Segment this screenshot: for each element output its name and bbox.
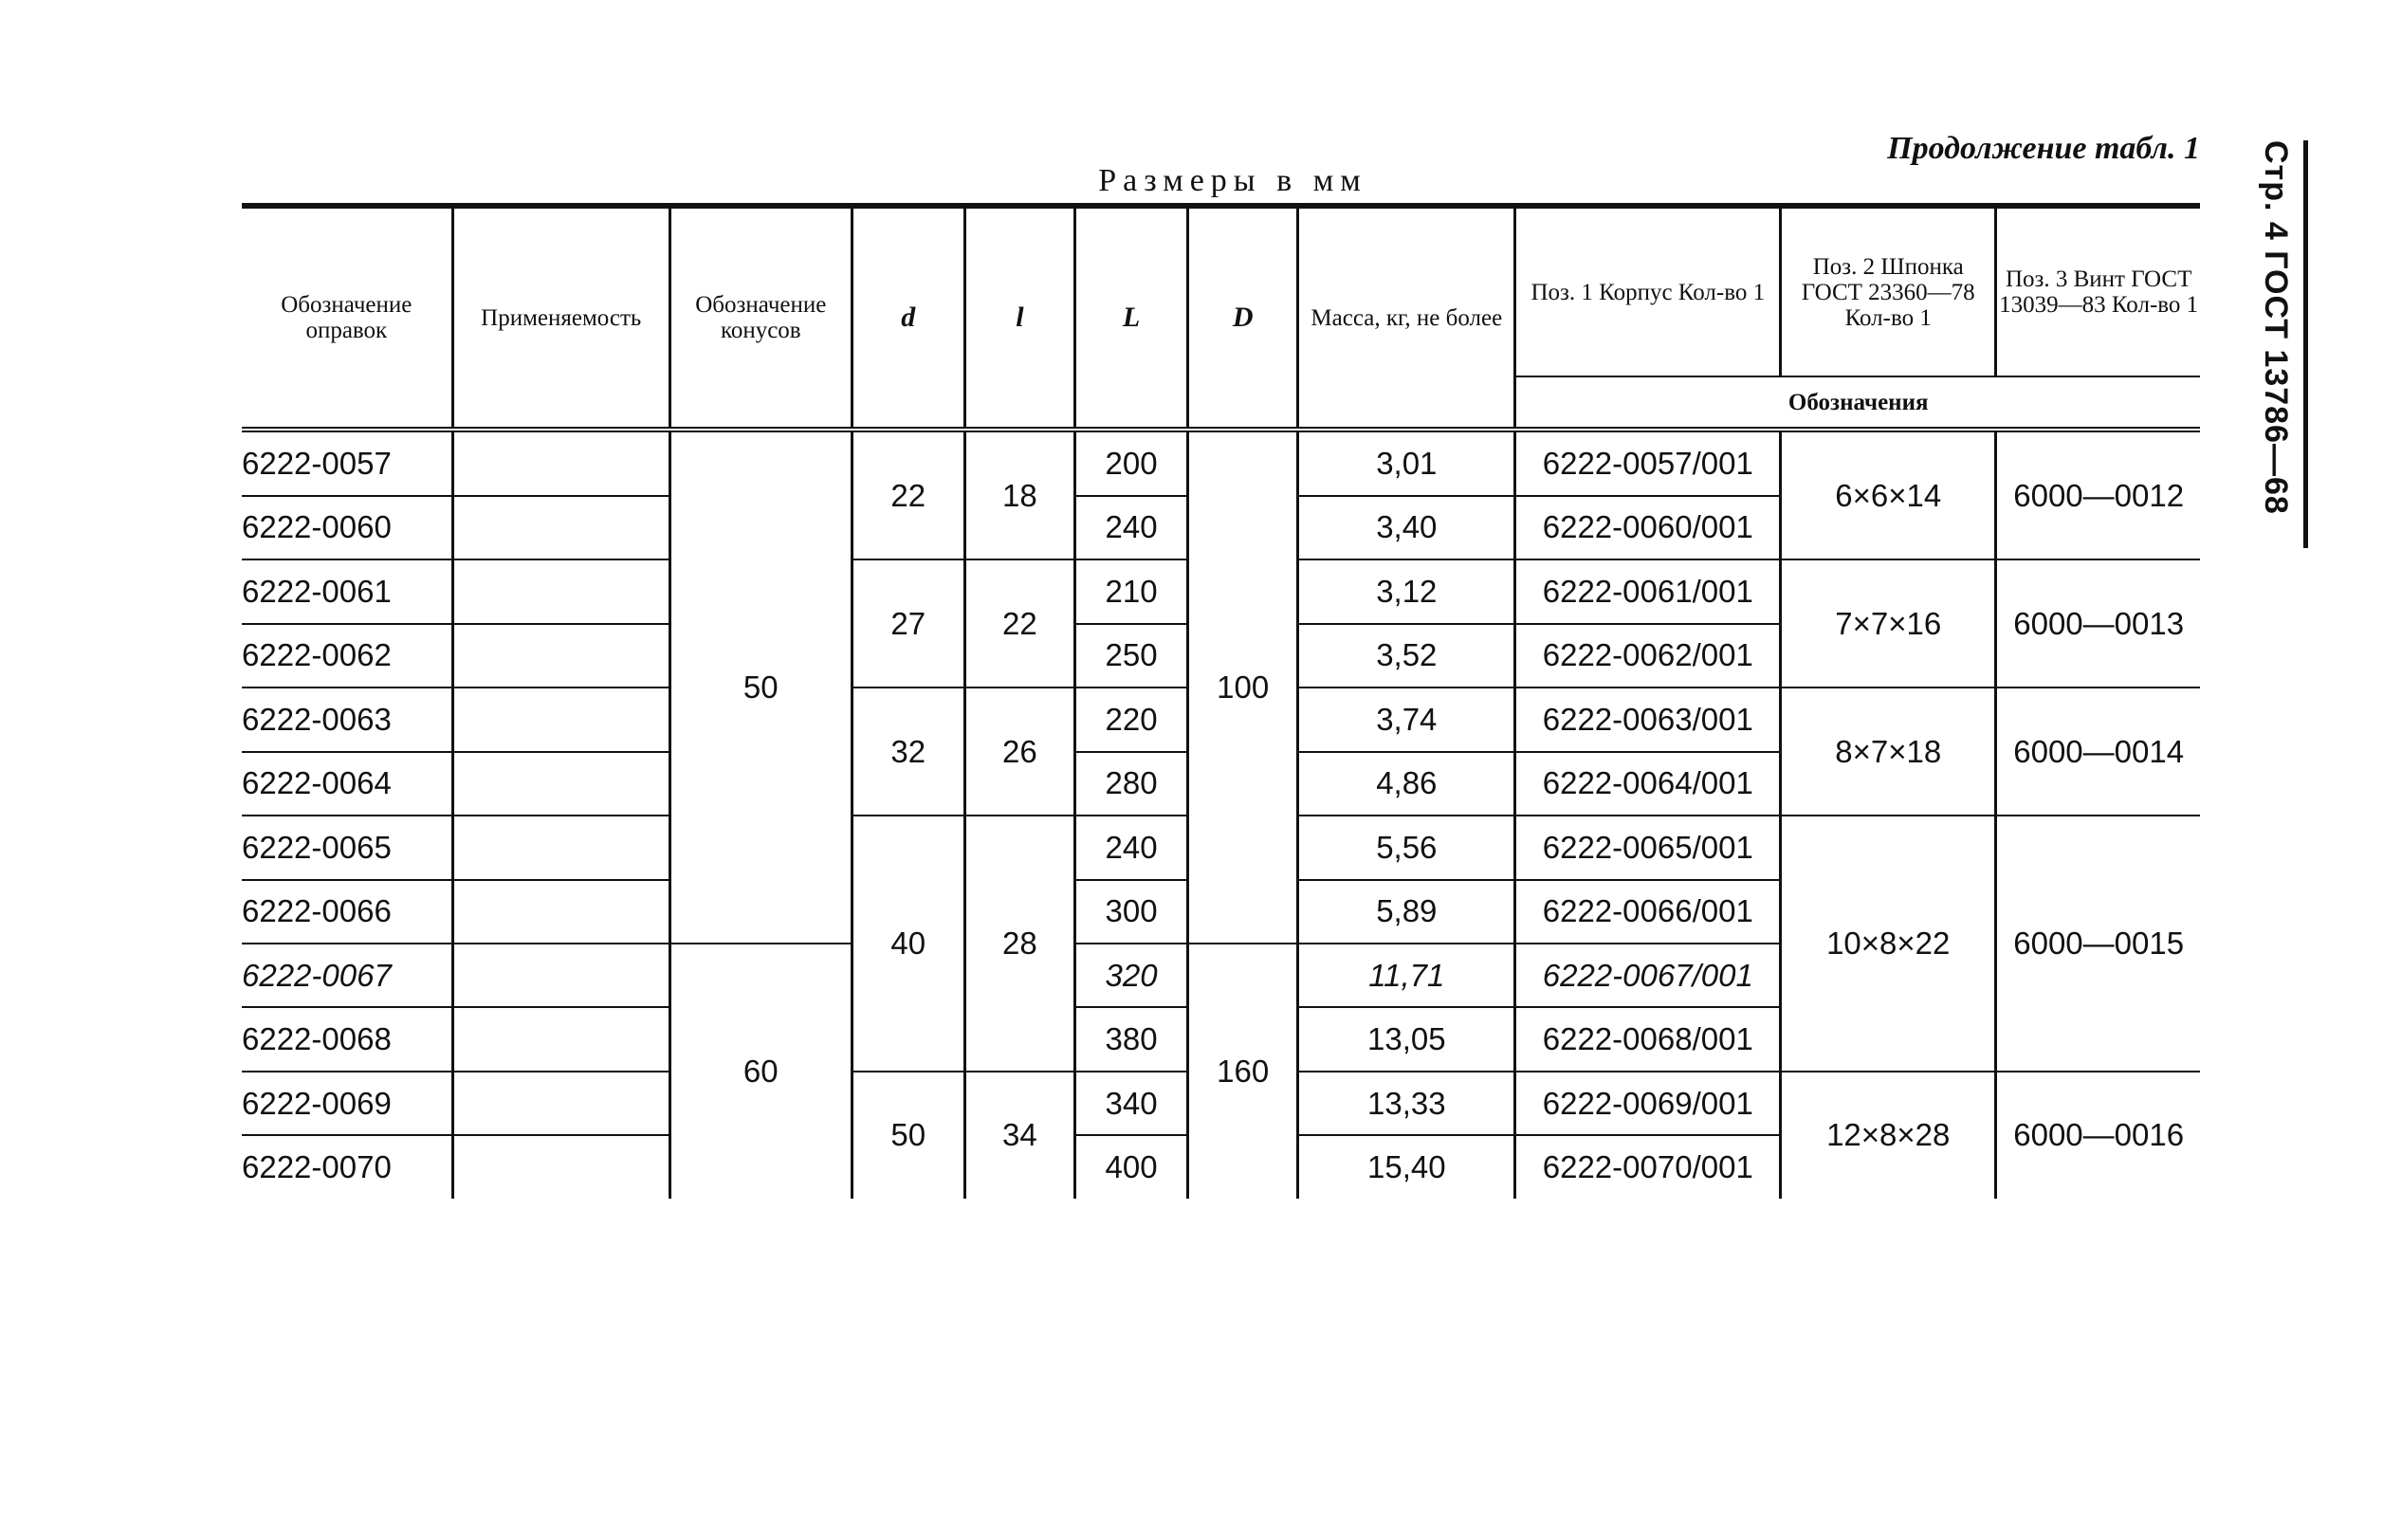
table-cell-l: 26 [964,688,1074,816]
table-cell-key: 6×6×14 [1781,430,1996,559]
table-cell-mass: 3,74 [1298,688,1515,751]
table-cell-screw: 6000—0012 [1996,430,2200,559]
table-cell-code: 6222-0066 [242,880,452,944]
units-caption: Размеры в мм [1098,163,1367,198]
table-cell-mass: 15,40 [1298,1135,1515,1199]
table-cell-key: 7×7×16 [1781,559,1996,688]
table-cell-body: 6222-0066/001 [1515,880,1781,944]
table-cell-code: 6222-0069 [242,1072,452,1135]
table-cell-applicability [452,430,669,496]
table-continuation-label: Продолжение табл. 1 [1887,131,2200,166]
header-mass: Масса, кг, не более [1298,206,1515,430]
table-cell-l: 18 [964,430,1074,559]
table-cell-L: 240 [1074,496,1187,559]
table-cell-mass: 3,12 [1298,559,1515,623]
table-cell-mass: 3,01 [1298,430,1515,496]
table-cell-body: 6222-0065/001 [1515,816,1781,879]
table-cell-code: 6222-0067 [242,944,452,1007]
table-cell-d: 40 [852,816,964,1072]
header-D: D [1188,206,1298,430]
table-cell-L: 340 [1074,1072,1187,1135]
table-cell-L: 220 [1074,688,1187,751]
table-cell-code: 6222-0062 [242,624,452,688]
header-L: L [1074,206,1187,430]
table-cell-body: 6222-0063/001 [1515,688,1781,751]
table-cell-L: 380 [1074,1007,1187,1071]
table-cell-body: 6222-0062/001 [1515,624,1781,688]
table-cell-body: 6222-0070/001 [1515,1135,1781,1199]
header-pos3: Поз. 3 Винт ГОСТ 13039—83 Кол-во 1 [1996,206,2200,376]
table-cell-L: 250 [1074,624,1187,688]
table-cell-l: 22 [964,559,1074,688]
table-cell-applicability [452,816,669,879]
table-cell-code: 6222-0063 [242,688,452,751]
table-cell-D: 100 [1188,430,1298,944]
table-cell-body: 6222-0069/001 [1515,1072,1781,1135]
table-cell-L: 280 [1074,752,1187,816]
table-cell-d: 50 [852,1072,964,1199]
table-cell-code: 6222-0061 [242,559,452,623]
table-cell-body: 6222-0057/001 [1515,430,1781,496]
table-cell-applicability [452,688,669,751]
table-cell-screw: 6000—0013 [1996,559,2200,688]
table-cell-L: 240 [1074,816,1187,879]
table-cell-L: 200 [1074,430,1187,496]
table-cell-mass: 5,89 [1298,880,1515,944]
table-cell-mass: 3,52 [1298,624,1515,688]
table-cell-screw: 6000—0015 [1996,816,2200,1072]
table-cell-cone: 60 [669,944,852,1199]
header-d: d [852,206,964,430]
table-cell-applicability [452,559,669,623]
table-cell-applicability [452,880,669,944]
table-cell-screw: 6000—0016 [1996,1072,2200,1199]
table-cell-mass: 13,33 [1298,1072,1515,1135]
table-cell-code: 6222-0070 [242,1149,392,1185]
table-cell-L: 210 [1074,559,1187,623]
table-cell-L: 400 [1074,1135,1187,1199]
table-cell-d: 27 [852,559,964,688]
table-cell-mass: 13,05 [1298,1007,1515,1071]
table-cell-code: 6222-0057 [242,430,452,496]
table-cell-l: 34 [964,1072,1074,1199]
table-cell-code: 6222-0060 [242,496,452,559]
header-pos2: Поз. 2 Шпонка ГОСТ 23360—78 Кол-во 1 [1781,206,1996,376]
table-cell-cone: 50 [669,430,852,944]
header-designation: Обозначение оправок [242,206,452,430]
table-cell-applicability [452,1007,669,1071]
table-cell-code: 6222-0065 [242,816,452,879]
table-cell-L: 320 [1074,944,1187,1007]
table-cell-key: 10×8×22 [1781,816,1996,1072]
table-cell-mass: 4,86 [1298,752,1515,816]
table-cell-applicability [452,752,669,816]
header-designations: Обозначения [1515,376,2200,430]
table-cell-key: 8×7×18 [1781,688,1996,816]
header-cone: Обозначение конусов [669,206,852,430]
table-cell-key: 12×8×28 [1781,1072,1996,1199]
table-cell-screw: 6000—0014 [1996,688,2200,816]
table-cell-applicability [452,944,669,1007]
header-applicability: Применяемость [452,206,669,430]
table-cell-l: 28 [964,816,1074,1072]
table-cell-mass: 3,40 [1298,496,1515,559]
table-cell-code: 6222-0064 [242,752,452,816]
table-cell-code: 6222-0068 [242,1007,452,1071]
table-cell-mass: 11,71 [1298,944,1515,1007]
table-cell-D: 160 [1188,944,1298,1199]
table-cell-mass: 5,56 [1298,816,1515,879]
header-pos1: Поз. 1 Корпус Кол-во 1 [1515,206,1781,376]
table-cell-body: 6222-0061/001 [1515,559,1781,623]
table-cell-applicability [452,1135,669,1199]
table-cell-L: 300 [1074,880,1187,944]
table-cell-applicability [452,624,669,688]
header-l: l [964,206,1074,430]
table-cell-d: 32 [852,688,964,816]
table-cell-body: 6222-0067/001 [1515,944,1781,1007]
table-cell-body: 6222-0060/001 [1515,496,1781,559]
table-cell-d: 22 [852,430,964,559]
table-cell-applicability [452,496,669,559]
page-side-label: Стр. 4 ГОСТ 13786—68 [2258,140,2294,515]
table-cell-body: 6222-0064/001 [1515,752,1781,816]
mandrel-table [242,203,2200,1199]
table-cell-body: 6222-0068/001 [1515,1007,1781,1071]
table-cell-applicability [452,1072,669,1135]
